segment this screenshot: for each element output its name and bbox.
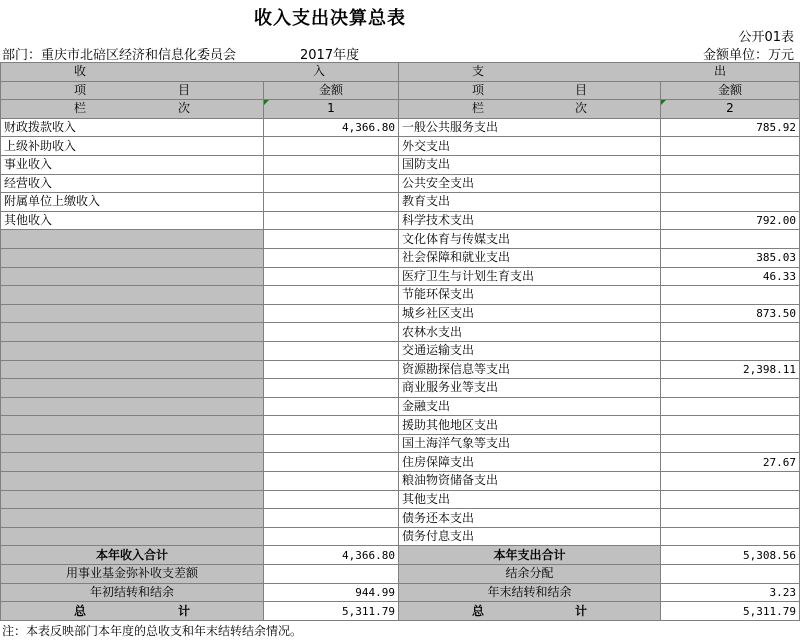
income-amount-header: 金额 [264, 81, 399, 100]
expense-item-cell: 公共安全支出 [399, 174, 661, 193]
income-row-label [1, 100, 264, 119]
income-amount-cell [264, 453, 399, 472]
total-expense-label [399, 602, 661, 621]
column-header-row [1, 81, 800, 100]
income-item-cell: 财政拨款收入 [1, 118, 264, 137]
income-amount-cell [264, 211, 399, 230]
expense-amount-cell [661, 397, 800, 416]
expense-item-cell: 粮油物资储备支出 [399, 472, 661, 491]
income-item-cell [1, 472, 264, 491]
expense-item-cell: 农林水支出 [399, 323, 661, 342]
income-item-header [1, 81, 264, 100]
total-label-char: 计 [574, 603, 587, 618]
expense-item-cell: 商业服务业等支出 [399, 379, 661, 398]
expense-amount-cell: 785.92 [661, 118, 800, 137]
income-item-cell [1, 230, 264, 249]
income-item-cell [1, 360, 264, 379]
table-row [1, 174, 800, 193]
expense-item-cell: 外交支出 [399, 137, 661, 156]
expense-amount-cell: 27.67 [661, 453, 800, 472]
total-row [1, 602, 800, 621]
total-income-label [1, 602, 264, 621]
expense-item-cell: 债务付息支出 [399, 527, 661, 546]
table-row [1, 490, 800, 509]
total-label-char: 总 [472, 603, 485, 618]
income-amount-cell [264, 267, 399, 286]
expense-group-char-1: 支 [472, 64, 485, 79]
expense-amount-cell: 385.03 [661, 248, 800, 267]
table-row [1, 527, 800, 546]
income-amount-cell [264, 304, 399, 323]
summary-expense-amount [661, 565, 800, 584]
table-row [1, 230, 800, 249]
income-amount-cell [264, 490, 399, 509]
income-item-cell [1, 286, 264, 305]
income-group-char-1: 收 [74, 64, 87, 79]
expense-amount-cell [661, 416, 800, 435]
income-item-cell [1, 304, 264, 323]
income-amount-cell: 4,366.80 [264, 118, 399, 137]
expense-amount-cell [661, 230, 800, 249]
expense-amount-cell [661, 490, 800, 509]
budget-table [0, 62, 800, 621]
column-number-row [1, 100, 800, 119]
table-row [1, 304, 800, 323]
expense-item-cell: 医疗卫生与计划生育支出 [399, 267, 661, 286]
income-amount-cell [264, 509, 399, 528]
page-title: 收入支出决算总表 [254, 8, 406, 29]
expense-amount-cell [661, 193, 800, 212]
income-amount-cell [264, 472, 399, 491]
expense-group-char-2: 出 [713, 64, 726, 79]
group-header-row [1, 63, 800, 82]
table-row [1, 211, 800, 230]
expense-item-cell: 教育支出 [399, 193, 661, 212]
expense-amount-cell: 46.33 [661, 267, 800, 286]
total-label-char: 总 [74, 603, 87, 618]
income-amount-cell [264, 248, 399, 267]
expense-item-cell: 科学技术支出 [399, 211, 661, 230]
table-row [1, 193, 800, 212]
income-amount-cell [264, 137, 399, 156]
summary-row [1, 546, 800, 565]
cell-marker-icon [661, 100, 666, 105]
expense-item-cell: 国防支出 [399, 155, 661, 174]
expense-item-cell: 金融支出 [399, 397, 661, 416]
income-item-cell [1, 434, 264, 453]
expense-amount-cell [661, 341, 800, 360]
expense-item-cell: 债务还本支出 [399, 509, 661, 528]
summary-income-amount: 4,366.80 [264, 546, 399, 565]
income-amount-cell [264, 527, 399, 546]
summary-income-amount: 944.99 [264, 583, 399, 602]
expense-amount-cell [661, 509, 800, 528]
income-col-number-text: 1 [327, 101, 335, 116]
summary-expense-label: 结余分配 [399, 565, 661, 584]
expense-amount-cell [661, 323, 800, 342]
expense-row-label [399, 100, 661, 119]
table-row [1, 360, 800, 379]
expense-item-cell: 文化体育与传媒支出 [399, 230, 661, 249]
summary-income-amount [264, 565, 399, 584]
income-item-cell: 事业收入 [1, 155, 264, 174]
table-row [1, 155, 800, 174]
income-item-cell: 上级补助收入 [1, 137, 264, 156]
expense-amount-cell [661, 434, 800, 453]
income-amount-cell [264, 360, 399, 379]
summary-income-label: 年初结转和结余 [1, 583, 264, 602]
income-item-cell [1, 397, 264, 416]
total-income-amount: 5,311.79 [264, 602, 399, 621]
income-item-cell [1, 379, 264, 398]
income-amount-cell [264, 434, 399, 453]
table-row [1, 434, 800, 453]
row-label-char-1: 栏 [472, 101, 485, 116]
income-item-cell: 经营收入 [1, 174, 264, 193]
expense-item-cell: 资源勘探信息等支出 [399, 360, 661, 379]
summary-expense-amount: 5,308.56 [661, 546, 800, 565]
table-row [1, 137, 800, 156]
income-item-cell [1, 509, 264, 528]
expense-amount-cell [661, 472, 800, 491]
summary-expense-label: 年末结转和结余 [399, 583, 661, 602]
income-amount-cell [264, 230, 399, 249]
income-amount-cell [264, 379, 399, 398]
expense-amount-cell [661, 286, 800, 305]
expense-item-cell: 社会保障和就业支出 [399, 248, 661, 267]
expense-item-cell: 援助其他地区支出 [399, 416, 661, 435]
summary-income-label: 用事业基金弥补收支差额 [1, 565, 264, 584]
income-item-cell: 附属单位上缴收入 [1, 193, 264, 212]
income-amount-cell [264, 323, 399, 342]
expense-amount-cell [661, 137, 800, 156]
expense-col-number [661, 100, 800, 119]
income-item-cell [1, 323, 264, 342]
income-item-cell [1, 490, 264, 509]
table-row [1, 323, 800, 342]
income-amount-cell [264, 416, 399, 435]
summary-row [1, 583, 800, 602]
table-row [1, 248, 800, 267]
table-row [1, 472, 800, 491]
cell-marker-icon [264, 100, 269, 105]
department-label: 部门：重庆市北碚区经济和信息化委员会 [2, 48, 237, 63]
expense-amount-cell [661, 379, 800, 398]
expense-item-header [399, 81, 661, 100]
form-code: 公开01表 [738, 30, 794, 45]
table-row [1, 416, 800, 435]
income-item-cell [1, 248, 264, 267]
income-amount-cell [264, 286, 399, 305]
expense-amount-cell: 873.50 [661, 304, 800, 323]
summary-income-label: 本年收入合计 [1, 546, 264, 565]
table-row [1, 286, 800, 305]
expense-amount-cell [661, 155, 800, 174]
table-row [1, 509, 800, 528]
income-amount-cell [264, 397, 399, 416]
income-amount-cell [264, 174, 399, 193]
table-row [1, 379, 800, 398]
expense-amount-cell [661, 527, 800, 546]
income-item-cell [1, 341, 264, 360]
income-col-number [264, 100, 399, 119]
expense-item-cell: 一般公共服务支出 [399, 118, 661, 137]
table-row [1, 118, 800, 137]
expense-col-number-text: 2 [726, 101, 734, 116]
expense-item-cell: 节能环保支出 [399, 286, 661, 305]
total-expense-amount: 5,311.79 [661, 602, 800, 621]
table-row [1, 341, 800, 360]
expense-amount-header: 金额 [661, 81, 800, 100]
income-item-cell [1, 527, 264, 546]
year-label: 2017年度 [300, 48, 360, 63]
expense-amount-cell: 2,398.11 [661, 360, 800, 379]
summary-expense-label: 本年支出合计 [399, 546, 661, 565]
table-row [1, 453, 800, 472]
unit-label: 金额单位：万元 [702, 48, 794, 63]
income-amount-cell [264, 193, 399, 212]
row-label-char-2: 次 [574, 101, 587, 116]
expense-amount-cell: 792.00 [661, 211, 800, 230]
item-header-char-1: 项 [472, 82, 485, 97]
income-item-cell [1, 453, 264, 472]
income-amount-cell [264, 341, 399, 360]
income-item-cell [1, 267, 264, 286]
row-label-char-1: 栏 [74, 101, 87, 116]
expense-item-cell: 住房保障支出 [399, 453, 661, 472]
income-group-header [1, 63, 399, 82]
income-group-char-2: 入 [312, 64, 325, 79]
expense-group-header [399, 63, 800, 82]
expense-item-cell: 城乡社区支出 [399, 304, 661, 323]
expense-item-cell: 交通运输支出 [399, 341, 661, 360]
item-header-char-1: 项 [74, 82, 87, 97]
footnote: 注：本表反映部门本年度的总收支和年末结转结余情况。 [2, 624, 303, 638]
summary-expense-amount: 3.23 [661, 583, 800, 602]
row-label-char-2: 次 [177, 101, 190, 116]
income-amount-cell [264, 155, 399, 174]
expense-item-cell: 其他支出 [399, 490, 661, 509]
income-item-cell: 其他收入 [1, 211, 264, 230]
expense-amount-cell [661, 174, 800, 193]
income-item-cell [1, 416, 264, 435]
item-header-char-2: 目 [177, 82, 190, 97]
summary-row [1, 565, 800, 584]
table-row [1, 397, 800, 416]
expense-item-cell: 国土海洋气象等支出 [399, 434, 661, 453]
total-label-char: 计 [177, 603, 190, 618]
table-row [1, 267, 800, 286]
item-header-char-2: 目 [574, 82, 587, 97]
